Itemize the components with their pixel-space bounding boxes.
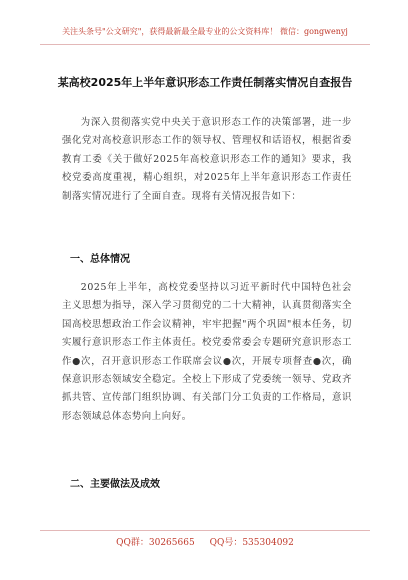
footer-contact (40, 535, 370, 548)
section-heading-practices: 二、主要做法及成效 (70, 479, 160, 490)
overview-paragraph: 2025年上半年，高校党委坚持以习近平新时代中国特色社会主义思想为指导，深入学习贯彻党的二十大精神，认真贯彻落实全国高校思想政治工作会议精神，牢牢把握"两个巩固"根本任务，切实履行意识形态工作主体责任。校党委常委会专题研究意识形态工作●次，召开意识形态工作联席会议●次，开展专项督查●次，确保意识形态领域安全稳定。全校上下形成了党委统一领导、党政齐抓共管、宣传部门组织协调、有关部门分工负责的工作格局，意识形态领域总体态势向上向好。 (62, 282, 352, 422)
qq-number-text: QQ号：535304092 (209, 538, 294, 548)
header-banner: 关注头条号"公文研究"，获得最新最全最专业的公文资料库！ 微信：gongwenyj (62, 27, 348, 36)
document-title: 某高校2025年上半年意识形态工作责任制落实情况自查报告 (57, 76, 353, 89)
footer-divider (40, 530, 370, 531)
header-divider (40, 44, 370, 45)
intro-paragraph: 为深入贯彻落实党中央关于意识形态工作的决策部署，进一步强化党对高校意识形态工作的领导权、管理权和话语权，根据省委教育工委《关于做好2025年高校意识形态工作的通知》要求，我校党委高度重视，精心组织，对2025年上半年意识形态工作责任制落实情况进行了全面自查。现将有关情况报告如下： (62, 117, 352, 202)
section-heading-overview: 一、总体情况 (70, 254, 130, 265)
qq-group-text: QQ群：30265665 (116, 538, 195, 548)
